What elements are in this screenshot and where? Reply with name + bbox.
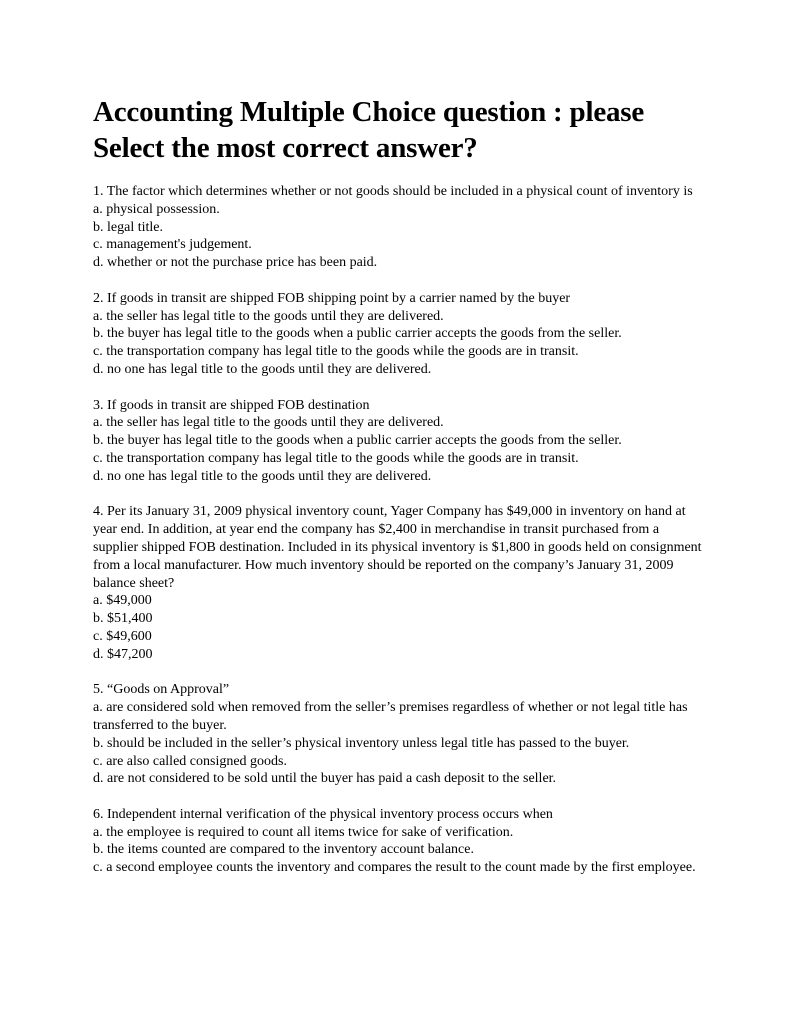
answer-option: d. whether or not the purchase price has been paid. — [93, 255, 378, 271]
answer-option: d. no one has legal title to the goods until they are delivered. — [93, 468, 432, 484]
answer-option: d. $47,200 — [93, 646, 153, 662]
question-stem: 2. If goods in transit are shipped FOB shipping point by a carrier named by the buyer — [93, 290, 571, 306]
question-6 — [93, 806, 703, 877]
answer-option: b. the buyer has legal title to the goods when a public carrier accepts the goods from the seller. — [93, 433, 622, 449]
question-5 — [93, 681, 703, 788]
question-3 — [93, 397, 703, 486]
question-4 — [93, 503, 703, 663]
question-stem: 4. Per its January 31, 2009 physical inventory count, Yager Company has $49,000 in inventory on hand at year end. In addition, at year end the company has $2,400 in merchandise in transit purchased from a supplier shipped FOB destination. Included in its physical inventory is $1,800 in goods held on consignment from a local manufacturer. How much inventory should be reported on the company’s January 31, 2009 balance sheet? — [93, 504, 702, 591]
answer-option: a. are considered sold when removed from the seller’s premises regardless of whether or not legal title has transferred to the buyer. — [93, 700, 688, 733]
question-stem: 3. If goods in transit are shipped FOB destination — [93, 397, 370, 413]
answer-option: c. are also called consigned goods. — [93, 753, 287, 769]
answer-option: a. the employee is required to count all items twice for sake of verification. — [93, 824, 514, 840]
answer-option: c. management's judgement. — [93, 237, 252, 253]
answer-option: b. the buyer has legal title to the goods when a public carrier accepts the goods from the seller. — [93, 326, 622, 342]
answer-option: b. $51,400 — [93, 611, 153, 627]
question-stem: 6. Independent internal verification of the physical inventory process occurs when — [93, 806, 553, 822]
answer-option: c. $49,600 — [93, 628, 152, 644]
answer-option: d. no one has legal title to the goods until they are delivered. — [93, 361, 432, 377]
answer-option: c. a second employee counts the inventory and compares the result to the count made by the first employee. — [93, 860, 696, 876]
answer-option: c. the transportation company has legal title to the goods while the goods are in transit. — [93, 450, 579, 466]
question-2 — [93, 290, 703, 379]
answer-option: d. are not considered to be sold until the buyer has paid a cash deposit to the seller. — [93, 771, 557, 787]
answer-option: b. the items counted are compared to the inventory account balance. — [93, 842, 474, 858]
answer-option: a. physical possession. — [93, 201, 220, 217]
answer-option: a. the seller has legal title to the goods until they are delivered. — [93, 415, 444, 431]
answer-option: b. should be included in the seller’s physical inventory unless legal title has passed to the buyer. — [93, 735, 630, 751]
answer-option: a. $49,000 — [93, 593, 152, 609]
title-line-2: Select the most correct answer? — [93, 132, 478, 164]
document-page — [93, 94, 703, 895]
page-title — [93, 94, 703, 166]
title-line-1: Accounting Multiple Choice question : please — [93, 96, 645, 128]
answer-option: c. the transportation company has legal title to the goods while the goods are in transit. — [93, 344, 579, 360]
answer-option: b. legal title. — [93, 219, 163, 235]
answer-option: a. the seller has legal title to the goods until they are delivered. — [93, 308, 444, 324]
question-1 — [93, 183, 703, 272]
question-stem: 1. The factor which determines whether or not goods should be included in a physical count of inventory is — [93, 184, 693, 199]
question-stem: 5. “Goods on Approval” — [93, 682, 230, 698]
